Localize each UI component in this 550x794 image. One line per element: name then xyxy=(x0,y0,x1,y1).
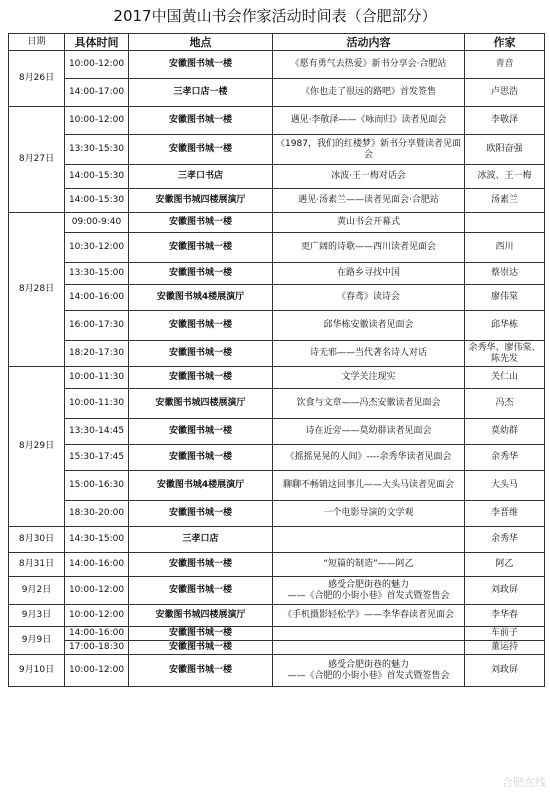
author-cell: 李华春 xyxy=(465,605,545,627)
activity-cell: 《手机摄影轻松学》——李华春读者见面会 xyxy=(273,605,465,627)
author-cell: 余秀华 xyxy=(465,445,545,471)
activity-cell: 黄山书会开幕式 xyxy=(273,213,465,233)
header-date: 日期 xyxy=(9,34,65,51)
table-row xyxy=(9,419,545,445)
time-cell: 14:00-16:00 xyxy=(65,553,129,577)
table-row xyxy=(9,107,545,135)
activity-cell: 《1987，我们的红楼梦》新书分享暨读者见面会 xyxy=(273,135,465,165)
author-cell: 余秀华 xyxy=(465,527,545,553)
location-cell: 安徽图书城四楼展演厅 xyxy=(129,389,273,419)
date-cell: 9月3日 xyxy=(9,605,65,627)
author-cell: 邱华栋 xyxy=(465,311,545,341)
page-title: 2017中国黄山书会作家活动时间表（合肥部分） xyxy=(113,7,437,25)
location-cell: 安徽图书城一楼 xyxy=(129,135,273,165)
table-row xyxy=(9,311,545,341)
activity-cell: 感受合肥街巷的魅力 ——《合肥的小街小巷》首发式暨签售会 xyxy=(273,577,465,605)
author-cell: 西川 xyxy=(465,233,545,263)
table-row xyxy=(9,605,545,627)
time-cell: 14:00-15:30 xyxy=(65,165,129,189)
table-row xyxy=(9,165,545,189)
table-row xyxy=(9,263,545,285)
date-cell: 8月31日 xyxy=(9,553,65,577)
activity-cell: 邱华栋安徽读者见面会 xyxy=(273,311,465,341)
activity-cell: 诗在近旁——莫幼群读者见面会 xyxy=(273,419,465,445)
activity-cell: 在路乡寻找中国 xyxy=(273,263,465,285)
location-cell: 安徽图书城一楼 xyxy=(129,553,273,577)
author-cell: 余秀华、廖伟棠、陈先发 xyxy=(465,341,545,367)
time-cell: 10:00-11:30 xyxy=(65,367,129,389)
author-cell: 车前子 xyxy=(465,627,545,641)
activity-cell xyxy=(273,641,465,655)
activity-cell: “短篇的制造”——阿乙 xyxy=(273,553,465,577)
time-cell: 14:00-16:00 xyxy=(65,627,129,641)
activity-cell: 《愿有勇气去热爱》新书分享会·合肥站 xyxy=(273,51,465,79)
date-cell: 9月9日 xyxy=(9,627,65,655)
activity-cell: 饮食与文章——冯杰安徽读者见面会 xyxy=(273,389,465,419)
location-cell: 安徽图书城一楼 xyxy=(129,213,273,233)
table-header-row xyxy=(9,34,545,51)
header-location: 地点 xyxy=(129,34,273,51)
author-cell: 大头马 xyxy=(465,471,545,501)
activity-cell: 《你也走了很远的路吧》首发签售 xyxy=(273,79,465,107)
date-cell: 8月29日 xyxy=(9,367,65,527)
activity-cell xyxy=(273,627,465,641)
date-cell: 8月27日 xyxy=(9,107,65,213)
activity-cell: 遇见·李敬泽——《咏而归》读者见面会 xyxy=(273,107,465,135)
author-cell: 关仁山 xyxy=(465,367,545,389)
time-cell: 13:30-15:00 xyxy=(65,263,129,285)
table-row xyxy=(9,79,545,107)
time-cell: 18:30-20:00 xyxy=(65,501,129,527)
location-cell: 安徽图书城一楼 xyxy=(129,311,273,341)
activity-cell: 聊聊不畅销这回事儿——大头马读者见面会 xyxy=(273,471,465,501)
activity-cell: 感受合肥街巷的魅力 ——《合肥的小街小巷》首发式暨签售会 xyxy=(273,655,465,687)
time-cell: 13:30-14:45 xyxy=(65,419,129,445)
date-cell: 8月30日 xyxy=(9,527,65,553)
time-cell: 10:00-12:00 xyxy=(65,605,129,627)
activity-cell: 诗无邪——当代著名诗人对话 xyxy=(273,341,465,367)
author-cell: 刘政屏 xyxy=(465,577,545,605)
location-cell: 安徽图书城一楼 xyxy=(129,501,273,527)
location-cell: 安徽图书城一楼 xyxy=(129,641,273,655)
time-cell: 14:00-16:00 xyxy=(65,285,129,311)
table-row xyxy=(9,577,545,605)
table-row xyxy=(9,285,545,311)
activity-cell: 文学关注现实 xyxy=(273,367,465,389)
location-cell: 安徽图书城一楼 xyxy=(129,419,273,445)
table-row xyxy=(9,501,545,527)
table-row xyxy=(9,233,545,263)
location-cell: 安徽图书城一楼 xyxy=(129,107,273,135)
table-row xyxy=(9,135,545,165)
date-cell: 8月26日 xyxy=(9,51,65,107)
author-cell: 廖伟棠 xyxy=(465,285,545,311)
schedule-table xyxy=(8,33,545,687)
author-cell: 青音 xyxy=(465,51,545,79)
watermark: 合肥在线 xyxy=(502,776,546,789)
location-cell: 安徽图书城4楼展演厅 xyxy=(129,285,273,311)
location-cell: 安徽图书城一楼 xyxy=(129,627,273,641)
author-cell: 李晋维 xyxy=(465,501,545,527)
author-cell: 蔡崇达 xyxy=(465,263,545,285)
table-row xyxy=(9,627,545,641)
time-cell: 15:00-16:30 xyxy=(65,471,129,501)
header-author: 作家 xyxy=(465,34,545,51)
time-cell: 17:00-18:30 xyxy=(65,641,129,655)
location-cell: 三孝口店一楼 xyxy=(129,79,273,107)
location-cell: 安徽图书城一楼 xyxy=(129,51,273,79)
table-row xyxy=(9,445,545,471)
time-cell: 10:00-12:00 xyxy=(65,51,129,79)
author-cell: 卢思浩 xyxy=(465,79,545,107)
table-row xyxy=(9,553,545,577)
author-cell xyxy=(465,213,545,233)
author-cell: 冯杰 xyxy=(465,389,545,419)
author-cell: 李敬泽 xyxy=(465,107,545,135)
table-row xyxy=(9,527,545,553)
time-cell: 14:30-15:00 xyxy=(65,527,129,553)
time-cell: 14:00-15:30 xyxy=(65,189,129,213)
time-cell: 09:00-9:40 xyxy=(65,213,129,233)
schedule-body xyxy=(9,51,545,687)
header-activity: 活动内容 xyxy=(273,34,465,51)
time-cell: 16:00-17:30 xyxy=(65,311,129,341)
date-cell: 8月28日 xyxy=(9,213,65,367)
activity-cell: 冰波·王一梅对话会 xyxy=(273,165,465,189)
time-cell: 13:30-15:30 xyxy=(65,135,129,165)
table-row xyxy=(9,367,545,389)
table-row xyxy=(9,341,545,367)
time-cell: 15:30-17:45 xyxy=(65,445,129,471)
time-cell: 14:00-17:00 xyxy=(65,79,129,107)
location-cell: 安徽图书城一楼 xyxy=(129,263,273,285)
location-cell: 安徽图书城一楼 xyxy=(129,367,273,389)
location-cell: 安徽图书城一楼 xyxy=(129,445,273,471)
time-cell: 10:00-12:00 xyxy=(65,655,129,687)
author-cell: 汤素兰 xyxy=(465,189,545,213)
author-cell: 刘政屏 xyxy=(465,655,545,687)
author-cell: 冰波、王一梅 xyxy=(465,165,545,189)
time-cell: 10:00-11:30 xyxy=(65,389,129,419)
table-row xyxy=(9,641,545,655)
location-cell: 安徽图书城一楼 xyxy=(129,655,273,687)
location-cell: 安徽图书城四楼展演厅 xyxy=(129,605,273,627)
table-row xyxy=(9,189,545,213)
location-cell: 三孝口书店 xyxy=(129,165,273,189)
location-cell: 安徽图书城四楼展演厅 xyxy=(129,189,273,213)
location-cell: 三孝口店 xyxy=(129,527,273,553)
location-cell: 安徽图书城一楼 xyxy=(129,577,273,605)
author-cell: 阿乙 xyxy=(465,553,545,577)
author-cell: 董运持 xyxy=(465,641,545,655)
activity-cell: 更广阔的诗歌——西川读者见面会 xyxy=(273,233,465,263)
table-row xyxy=(9,471,545,501)
date-cell: 9月10日 xyxy=(9,655,65,687)
table-row xyxy=(9,389,545,419)
date-cell: 9月2日 xyxy=(9,577,65,605)
table-row xyxy=(9,51,545,79)
time-cell: 10:00-12:00 xyxy=(65,577,129,605)
activity-cell: 《春鸢》读诗会 xyxy=(273,285,465,311)
time-cell: 10:00-12:00 xyxy=(65,107,129,135)
author-cell: 莫幼群 xyxy=(465,419,545,445)
time-cell: 10:30-12:00 xyxy=(65,233,129,263)
header-time: 具体时间 xyxy=(65,34,129,51)
location-cell: 安徽图书城一楼 xyxy=(129,233,273,263)
activity-cell: 遇见·汤素兰——读者见面会·合肥站 xyxy=(273,189,465,213)
activity-cell: 一个电影导演的文学观 xyxy=(273,501,465,527)
author-cell: 欧阳奋强 xyxy=(465,135,545,165)
location-cell: 安徽图书城一楼 xyxy=(129,341,273,367)
table-row xyxy=(9,213,545,233)
activity-cell xyxy=(273,527,465,553)
time-cell: 18:20-17:30 xyxy=(65,341,129,367)
activity-cell: 《摇摇晃晃的人间》----余秀华读者见面会 xyxy=(273,445,465,471)
table-row xyxy=(9,655,545,687)
location-cell: 安徽图书城4楼展演厅 xyxy=(129,471,273,501)
